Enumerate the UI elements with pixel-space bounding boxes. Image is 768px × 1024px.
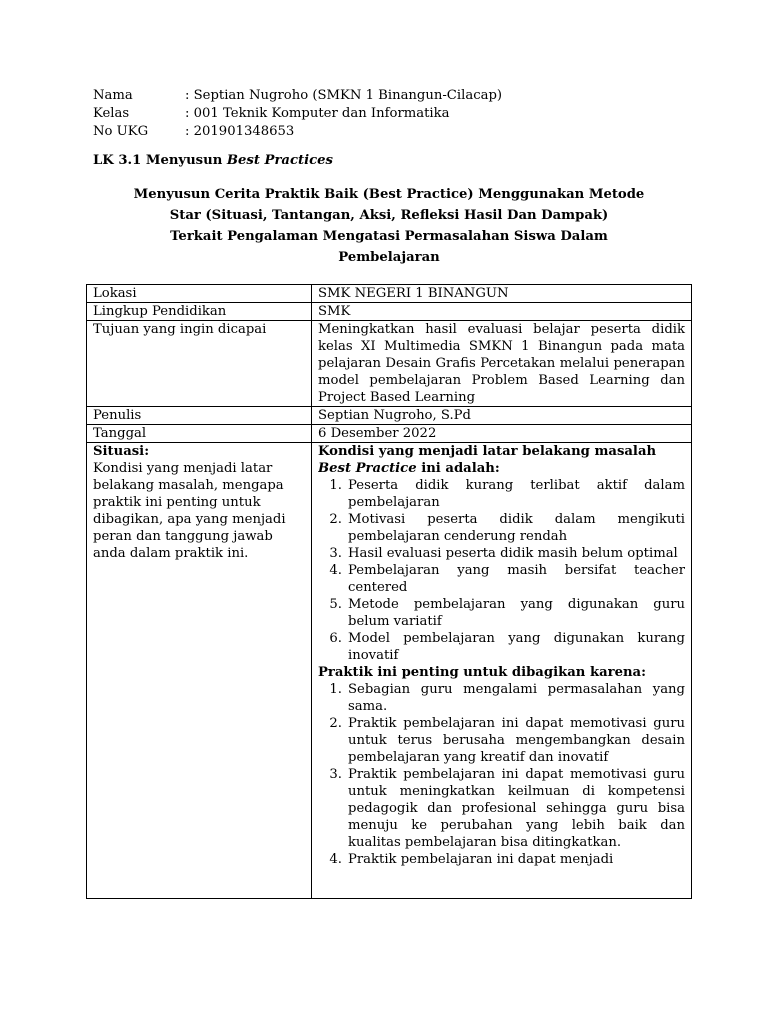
section-1-heading-suffix: ini adalah:: [416, 461, 500, 476]
situasi-content-cell: [312, 443, 692, 899]
identity-label: Nama: [93, 88, 133, 103]
list-number: 5.: [329, 597, 342, 612]
section-2-heading: Praktik ini penting untuk dibagikan karena:: [318, 665, 646, 680]
row-label: Lingkup Pendidikan: [87, 303, 312, 321]
title-line: Menyusun Cerita Praktik Baik (Best Practice) Menggunakan Metode: [133, 187, 645, 202]
heading-prefix: LK 3.1 Menyusun: [93, 153, 227, 168]
row-value: SMK: [312, 303, 692, 321]
identity-block: [93, 87, 502, 141]
table-row: [87, 321, 692, 407]
list-item: [318, 596, 685, 630]
identity-row-kelas: [93, 105, 502, 123]
list-number: 4.: [329, 852, 342, 867]
list-text: Praktik pembelajaran ini dapat memotivasi guru untuk meningkatkan keilmuan di kompetensi pedagogik dan profesional sehingga guru bisa menuju ke perubahan yang lebih baik dan kualitas pembelajaran bisa ditingkatkan.: [348, 767, 685, 850]
list-number: 2.: [329, 512, 342, 527]
title-line: Pembelajaran: [338, 250, 440, 265]
best-practice-table: [86, 284, 692, 899]
table-row: [87, 407, 692, 425]
situasi-label-cell: [87, 443, 312, 899]
title-line: Terkait Pengalaman Mengatasi Permasalahan Siswa Dalam: [170, 229, 608, 244]
section-1-heading: [318, 443, 685, 477]
list-text: Pembelajaran yang masih bersifat teacher centered: [348, 563, 685, 595]
importance-list: [318, 681, 685, 868]
table-row: [87, 303, 692, 321]
table-row: [87, 285, 692, 303]
row-label: Lokasi: [87, 285, 312, 303]
identity-label: Kelas: [93, 106, 130, 121]
list-item: [318, 681, 685, 715]
table-row: [87, 425, 692, 443]
identity-label: No UKG: [93, 124, 149, 139]
list-item: [318, 511, 685, 545]
list-number: 1.: [329, 478, 342, 493]
list-number: 1.: [329, 682, 342, 697]
list-item: [318, 545, 685, 562]
list-item: [318, 630, 685, 664]
document-title: [86, 184, 692, 268]
list-text: Sebagian guru mengalami permasalahan yang sama.: [348, 682, 685, 714]
situasi-description: Kondisi yang menjadi latar belakang masalah, mengapa praktik ini penting untuk dibagikan, apa yang menjadi peran dan tanggung jawab anda dalam praktik ini.: [93, 461, 286, 561]
situasi-label: Situasi:: [93, 444, 150, 459]
section-heading: [93, 152, 333, 169]
list-number: 3.: [329, 767, 342, 782]
row-value: Meningkatkan hasil evaluasi belajar peserta didik kelas XI Multimedia SMKN 1 Binangun pada mata pelajaran Desain Grafis Percetakan melalui penerapan model pembelajaran Problem Based Learning dan Project Based Learning: [312, 321, 692, 407]
list-item: [318, 715, 685, 766]
row-label: Tujuan yang ingin dicapai: [87, 321, 312, 407]
background-list: [318, 477, 685, 664]
title-line: Star (Situasi, Tantangan, Aksi, Refleksi Hasil Dan Dampak): [169, 208, 609, 223]
identity-row-no-ukg: [93, 123, 502, 141]
list-item: [318, 477, 685, 511]
identity-value: : Septian Nugroho (SMKN 1 Binangun-Cilacap): [185, 88, 503, 103]
list-number: 6.: [329, 631, 342, 646]
list-item: [318, 851, 685, 868]
row-value: SMK NEGERI 1 BINANGUN: [312, 285, 692, 303]
list-text: Motivasi peserta didik dalam mengikuti pembelajaran cenderung rendah: [348, 512, 685, 544]
list-text: Praktik pembelajaran ini dapat memotivasi guru untuk terus berusaha mengembangkan desain pembelajaran yang kreatif dan inovatif: [348, 716, 685, 765]
list-number: 2.: [329, 716, 342, 731]
list-text: Peserta didik kurang terlibat aktif dalam pembelajaran: [348, 478, 685, 510]
list-item: [318, 562, 685, 596]
situasi-content: [318, 443, 685, 898]
list-text: Hasil evaluasi peserta didik masih belum optimal: [348, 546, 678, 561]
section-1-heading-italic: Best Practice: [318, 461, 417, 476]
list-text: Praktik pembelajaran ini dapat menjadi: [348, 852, 614, 867]
row-label: Tanggal: [87, 425, 312, 443]
list-text: Model pembelajaran yang digunakan kurang inovatif: [348, 631, 685, 663]
identity-value: : 001 Teknik Komputer dan Informatika: [185, 106, 450, 121]
identity-value: : 201901348653: [185, 124, 295, 139]
list-text: Metode pembelajaran yang digunakan guru belum variatif: [348, 597, 685, 629]
section-1-heading-prefix: Kondisi yang menjadi latar belakang masalah: [318, 444, 657, 459]
list-number: 4.: [329, 563, 342, 578]
heading-italic: Best Practices: [226, 153, 333, 168]
row-value: 6 Desember 2022: [312, 425, 692, 443]
row-label: Penulis: [87, 407, 312, 425]
row-value: Septian Nugroho, S.Pd: [312, 407, 692, 425]
identity-row-nama: [93, 87, 502, 105]
list-item: [318, 766, 685, 851]
list-number: 3.: [329, 546, 342, 561]
table-row-situasi: [87, 443, 692, 899]
